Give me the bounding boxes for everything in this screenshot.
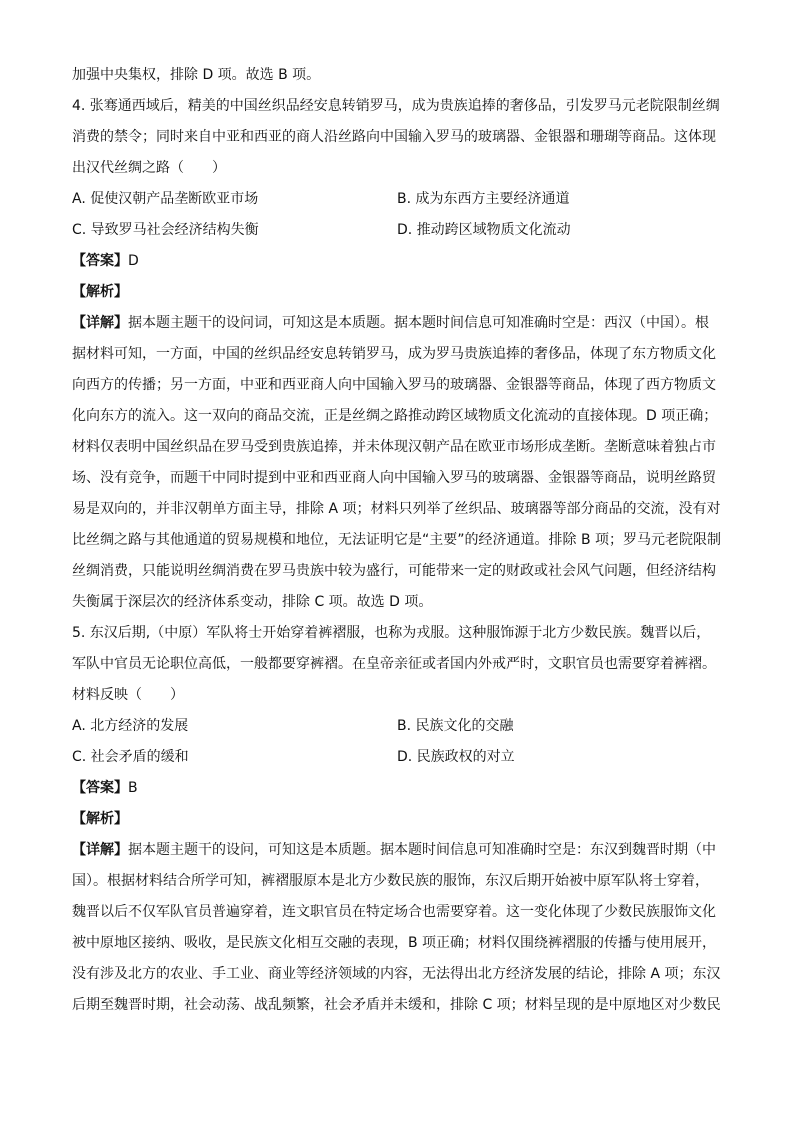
q5-answer: B <box>128 780 138 796</box>
q5-detail-tag: 【详解】 <box>72 842 128 858</box>
q5-detail <box>72 835 722 1021</box>
q5-analysis-heading: 【解析】 <box>72 811 128 827</box>
q5-answer-line <box>72 773 722 804</box>
q4-option-d: D. 推动跨区域物质文化流动 <box>397 222 571 238</box>
q4-detail-text: 据本题主题干的设问词，可知这是本质题。据本题时间信息可知准确时空是：西汉（中国）。根据材料可知，一方面，中国的丝织品经安息转销罗马，成为罗马贵族追捧的奢侈品，体现了东方物质文化向西方的传播；另一方面，中亚和西亚商人向中国输入罗马的玻璃器、金银器等商品，体现了西方物质文化向东方的流入。这一双向的商品交流，正是丝绸之路推动跨区域物质文化流动的直接体现。D 项正确；材料仅表明中国丝织品在罗马受到贵族追捧，并未体现汉朝产品在欧亚市场形成垄断。垄断意味着独占市场、没有竞争，而题干中同时提到中亚和西亚商人向中国输入罗马的玻璃器、金银器等商品，说明丝路贸易是双向的，并非汉朝单方面主导，排除 A 项；材料只列举了丝织品、玻璃器等部分商品的交流，没有对比丝绸之路与其他通道的贸易规模和地位，无法证明它是“主要”的经济通道。排除 B 项；罗马元老院限制丝绸消费，只能说明丝绸消费在罗马贵族中较为盛行，可能带来一定的财政或社会风气问题，但经济结构失衡属于深层次的经济体系变动，排除 C 项。故选 D 项。 <box>72 315 722 610</box>
q4-analysis-heading: 【解析】 <box>72 284 128 300</box>
q5-option-d: D. 民族政权的对立 <box>397 749 515 765</box>
question-5-options <box>72 711 722 773</box>
q4-answer-line <box>72 246 722 277</box>
q4-option-b: B. 成为东西方主要经济通道 <box>397 191 570 207</box>
question-4-stem: 4. 张骞通西域后，精美的中国丝织品经安息转销罗马，成为贵族追捧的奢侈品，引发罗马元老院限制丝绸消费的禁令；同时来自中亚和西亚的商人沿丝路向中国输入罗马的玻璃器、金银器和珊瑚等商品。这体现出汉代丝绸之路（ ） <box>72 98 720 176</box>
previous-answer-tail: 加强中央集权，排除 D 项。故选 B 项。 <box>72 67 321 83</box>
q4-option-c: C. 导致罗马社会经济结构失衡 <box>72 222 259 238</box>
q5-option-a: A. 北方经济的发展 <box>72 718 189 734</box>
q4-detail-tag: 【详解】 <box>72 315 128 331</box>
question-4-options <box>72 184 722 246</box>
q4-detail <box>72 308 722 618</box>
question-5-stem: 5. 东汉后期,（中原）军队将士开始穿着裤褶服，也称为戎服。这种服饰源于北方少数民族。魏晋以后，军队中官员无论职位高低，一般都要穿裤褶。在皇帝亲征或者国内外戒严时，文职官员也需要穿着裤褶。材料反映（ ） <box>72 625 716 703</box>
q5-detail-text: 据本题主题干的设问，可知这是本质题。据本题时间信息可知准确时空是：东汉到魏晋时期（中国）。根据材料结合所学可知，裤褶服原本是北方少数民族的服饰，东汉后期开始被中原军队将士穿着，魏晋以后不仅军队官员普遍穿着，连文职官员在特定场合也需要穿着。这一变化体现了少数民族服饰文化被中原地区接纳、吸收，是民族文化相互交融的表现，B 项正确；材料仅围绕裤褶服的传播与使用展开，没有涉及北方的农业、手工业、商业等经济领域的内容，无法得出北方经济发展的结论，排除 A 项；东汉后期至魏晋时期，社会动荡、战乱频繁，社会矛盾并未缓和，排除 C 项；材料呈现的是中原地区对少数民 <box>72 842 721 1013</box>
q5-answer-tag: 【答案】 <box>72 780 128 796</box>
page-content <box>72 60 722 1021</box>
q5-option-b: B. 民族文化的交融 <box>397 718 514 734</box>
q4-answer: D <box>128 253 139 269</box>
q4-answer-tag: 【答案】 <box>72 253 128 269</box>
q4-option-a: A. 促使汉朝产品垄断欧亚市场 <box>72 191 259 207</box>
q5-option-c: C. 社会矛盾的缓和 <box>72 749 189 765</box>
